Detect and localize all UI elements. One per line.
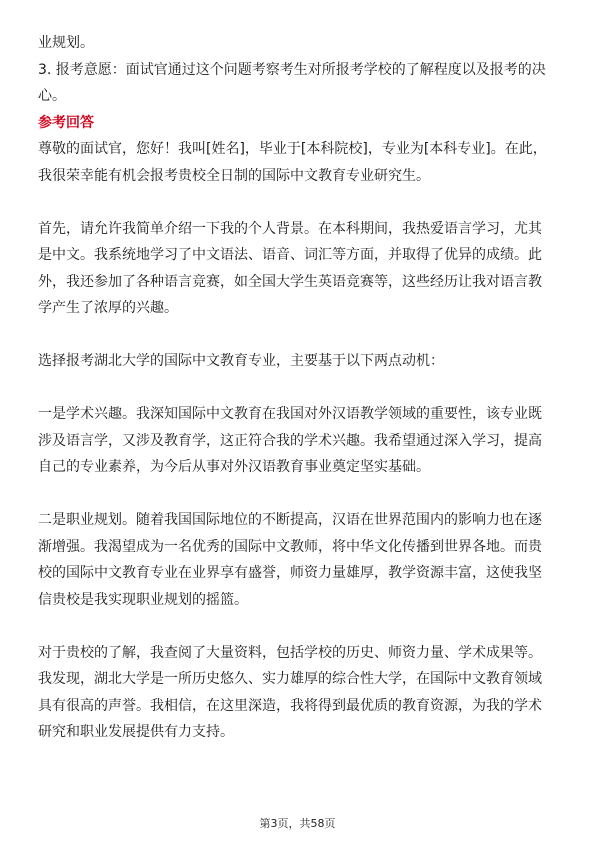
- paragraph: [38, 507, 558, 613]
- text-line: 二是职业规划。随着我国国际地位的不断提高，汉语在世界范围内的影响力也在逐: [38, 512, 542, 528]
- paragraph-gap: [38, 322, 558, 349]
- paragraph-gap: [38, 481, 558, 508]
- text-line: 研究和职业发展提供有力支持。: [38, 724, 234, 740]
- text-line: 选择报考湖北大学的国际中文教育专业，主要基于以下两点动机：: [38, 353, 444, 369]
- text-line: 外，我还参加了各种语言竞赛，如全国大学生英语竞赛等，这些经历让我对语言教: [38, 273, 542, 290]
- paragraph: [38, 640, 558, 746]
- text-line: 我很荣幸能有机会报考贵校全日制的国际中文教育专业研究生。: [38, 167, 430, 184]
- text-line: 3. 报考意愿：面试官通过这个问题考察考生对所报考学校的了解程度以及报考的决: [38, 61, 546, 78]
- text-line: 首先，请允许我简单介绍一下我的个人背景。在本科期间，我热爱语言学习，尤其: [38, 220, 542, 237]
- text-line: 信贵校是我实现职业规划的摇篮。: [38, 591, 248, 608]
- text-line: 对于贵校的了解，我查阅了大量资料，包括学校的历史、师资力量、学术成果等。: [38, 644, 542, 661]
- section-heading: 参考回答: [38, 114, 94, 131]
- text-line: 校的国际中文教育专业在业界享有盛誉，师资力量雄厚，教学资源丰富，这使我坚: [38, 565, 542, 581]
- text-line: 涉及语言学，又涉及教育学，这正符合我的学术兴趣。我希望通过深入学习，提高: [38, 432, 542, 449]
- text-line: 一是学术兴趣。我深知国际中文教育在我国对外汉语教学领域的重要性，该专业既: [38, 406, 542, 422]
- paragraph-gap: [38, 613, 558, 640]
- text-line: 心。: [38, 88, 66, 104]
- paragraph: [38, 30, 558, 57]
- paragraph: [38, 401, 558, 481]
- paragraph: [38, 216, 558, 322]
- paragraph: [38, 136, 558, 189]
- paragraph-gap: [38, 375, 558, 402]
- text-line: 我发现，湖北大学是一所历史悠久、实力雄厚的综合性大学，在国际中文教育领域: [38, 671, 542, 687]
- text-line: 自己的专业素养，为今后从事对外汉语教育事业奠定坚实基础。: [38, 459, 430, 475]
- text-line: 业规划。: [38, 35, 94, 51]
- page-number: 第3页，共58页: [259, 817, 336, 830]
- text-line: 具有很高的声誉。我相信，在这里深造，我将得到最优质的教育资源，为我的学术: [38, 697, 542, 714]
- text-line: 尊敬的面试官，您好！我叫[姓名]，毕业于[本科院校]，专业为[本科专业]。在此，: [38, 141, 547, 157]
- paragraph-gap: [38, 189, 558, 216]
- text-line: 渐增强。我渴望成为一名优秀的国际中文教师，将中华文化传播到世界各地。而贵: [38, 538, 542, 555]
- text-line: 是中文。我系统地学习了中文语法、语音、词汇等方面，并取得了优异的成绩。此: [38, 247, 542, 263]
- document-body: [38, 30, 558, 746]
- paragraph: [38, 57, 558, 110]
- paragraph: [38, 348, 558, 375]
- text-line: 学产生了浓厚的兴趣。: [38, 300, 178, 316]
